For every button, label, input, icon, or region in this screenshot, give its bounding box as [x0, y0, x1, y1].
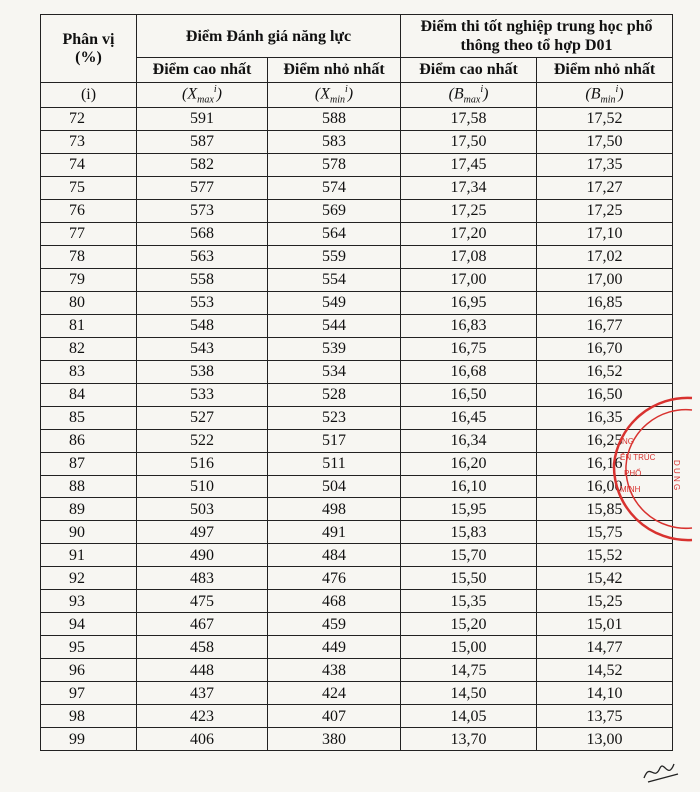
table-row — [41, 613, 673, 636]
cell-bmax: 17,50 — [401, 130, 537, 153]
cell-xmin: 559 — [268, 245, 401, 268]
cell-bmin: 16,70 — [537, 337, 673, 360]
index-label: (i) — [41, 83, 137, 108]
cell-bmax: 15,70 — [401, 544, 537, 567]
cell-xmax: 577 — [137, 176, 268, 199]
cell-xmax: 558 — [137, 268, 268, 291]
cell-xmax: 483 — [137, 567, 268, 590]
cell-xmin: 528 — [268, 383, 401, 406]
cell-bmax: 17,00 — [401, 268, 537, 291]
cell-xmin: 484 — [268, 544, 401, 567]
cell-bmax: 17,08 — [401, 245, 537, 268]
cell-xmax: 587 — [137, 130, 268, 153]
cell-p: 77 — [41, 222, 137, 245]
stamp-line: MINH — [620, 485, 641, 494]
table-row — [41, 498, 673, 521]
cell-xmax: 448 — [137, 659, 268, 682]
cell-xmin: 491 — [268, 521, 401, 544]
cell-xmin: 583 — [268, 130, 401, 153]
cell-p: 81 — [41, 314, 137, 337]
cell-bmin: 17,35 — [537, 153, 673, 176]
cell-p: 76 — [41, 199, 137, 222]
cell-bmin: 16,25 — [537, 429, 673, 452]
cell-bmax: 15,95 — [401, 498, 537, 521]
cell-p: 91 — [41, 544, 137, 567]
cell-xmin: 534 — [268, 360, 401, 383]
cell-p: 95 — [41, 636, 137, 659]
cell-p: 79 — [41, 268, 137, 291]
cell-xmax: 553 — [137, 291, 268, 314]
cell-xmin: 554 — [268, 268, 401, 291]
table-row — [41, 199, 673, 222]
cell-bmin: 16,50 — [537, 383, 673, 406]
cell-xmax: 543 — [137, 337, 268, 360]
x-max-symbol: $(X_{max}^i)$ — [137, 83, 268, 108]
table-row — [41, 245, 673, 268]
cell-bmax: 14,75 — [401, 659, 537, 682]
cell-p: 85 — [41, 406, 137, 429]
cell-bmax: 16,75 — [401, 337, 537, 360]
cell-p: 73 — [41, 130, 137, 153]
cell-bmin: 15,85 — [537, 498, 673, 521]
cell-xmin: 438 — [268, 659, 401, 682]
cell-xmax: 563 — [137, 245, 268, 268]
cell-bmax: 16,45 — [401, 406, 537, 429]
cell-bmax: 17,34 — [401, 176, 537, 199]
table-row — [41, 728, 673, 751]
cell-bmin: 17,52 — [537, 108, 673, 131]
cell-xmax: 527 — [137, 406, 268, 429]
cell-xmax: 503 — [137, 498, 268, 521]
score-conversion-table — [40, 14, 673, 751]
cell-xmin: 549 — [268, 291, 401, 314]
cell-bmax: 14,50 — [401, 682, 537, 705]
cell-xmax: 568 — [137, 222, 268, 245]
cell-xmin: 498 — [268, 498, 401, 521]
cell-bmin: 15,25 — [537, 590, 673, 613]
cell-p: 82 — [41, 337, 137, 360]
table-row — [41, 475, 673, 498]
cell-xmin: 564 — [268, 222, 401, 245]
tn-header: Điểm thi tốt nghiệp trung học phổ thông theo tổ hợp D01 — [401, 15, 673, 58]
table-row — [41, 544, 673, 567]
table-row — [41, 682, 673, 705]
b-max-symbol: $(B_{max}^i)$ — [401, 83, 537, 108]
b-min-symbol: $(B_{min}^i)$ — [537, 83, 673, 108]
cell-bmax: 17,25 — [401, 199, 537, 222]
table-row — [41, 337, 673, 360]
cell-xmin: 569 — [268, 199, 401, 222]
cell-bmin: 17,00 — [537, 268, 673, 291]
cell-bmax: 16,20 — [401, 452, 537, 475]
cell-bmin: 16,85 — [537, 291, 673, 314]
cell-xmin: 468 — [268, 590, 401, 613]
stamp-edge-text: D U N G — [672, 460, 681, 491]
cell-bmin: 16,16 — [537, 452, 673, 475]
cell-xmax: 510 — [137, 475, 268, 498]
cell-p: 80 — [41, 291, 137, 314]
cell-xmin: 523 — [268, 406, 401, 429]
cell-xmin: 449 — [268, 636, 401, 659]
cell-bmin: 15,52 — [537, 544, 673, 567]
cell-bmax: 17,45 — [401, 153, 537, 176]
cell-bmin: 17,27 — [537, 176, 673, 199]
cell-bmin: 17,25 — [537, 199, 673, 222]
cell-xmin: 578 — [268, 153, 401, 176]
cell-xmin: 588 — [268, 108, 401, 131]
cell-xmax: 475 — [137, 590, 268, 613]
cell-bmin: 14,52 — [537, 659, 673, 682]
cell-bmin: 17,10 — [537, 222, 673, 245]
cell-xmax: 516 — [137, 452, 268, 475]
cell-bmax: 16,10 — [401, 475, 537, 498]
table-row — [41, 452, 673, 475]
cell-xmax: 490 — [137, 544, 268, 567]
stamp-line: NG — [622, 437, 634, 446]
table-row — [41, 429, 673, 452]
signature-mark — [640, 752, 682, 786]
cell-bmax: 17,58 — [401, 108, 537, 131]
cell-p: 72 — [41, 108, 137, 131]
tn-min-header: Điểm nhỏ nhất — [537, 58, 673, 83]
table-row — [41, 314, 673, 337]
cell-xmax: 406 — [137, 728, 268, 751]
table-row — [41, 590, 673, 613]
cell-bmax: 15,00 — [401, 636, 537, 659]
cell-xmax: 533 — [137, 383, 268, 406]
cell-xmax: 548 — [137, 314, 268, 337]
dgnl-header: Điểm Đánh giá năng lực — [137, 15, 401, 58]
percentile-header — [41, 15, 137, 83]
table-row — [41, 108, 673, 131]
cell-p: 84 — [41, 383, 137, 406]
cell-p: 98 — [41, 705, 137, 728]
table-row — [41, 291, 673, 314]
cell-p: 87 — [41, 452, 137, 475]
cell-bmax: 15,35 — [401, 590, 537, 613]
table-row — [41, 705, 673, 728]
cell-bmax: 14,05 — [401, 705, 537, 728]
cell-p: 74 — [41, 153, 137, 176]
cell-xmax: 522 — [137, 429, 268, 452]
cell-xmin: 476 — [268, 567, 401, 590]
cell-p: 94 — [41, 613, 137, 636]
cell-p: 88 — [41, 475, 137, 498]
percentile-label: Phân vị — [62, 30, 115, 48]
cell-xmax: 423 — [137, 705, 268, 728]
cell-bmax: 13,70 — [401, 728, 537, 751]
cell-xmax: 467 — [137, 613, 268, 636]
cell-xmin: 539 — [268, 337, 401, 360]
cell-bmax: 16,83 — [401, 314, 537, 337]
stamp-line: PHỐ — [624, 469, 642, 478]
cell-xmin: 459 — [268, 613, 401, 636]
cell-xmax: 591 — [137, 108, 268, 131]
cell-xmax: 582 — [137, 153, 268, 176]
table-row — [41, 176, 673, 199]
cell-xmax: 538 — [137, 360, 268, 383]
table-row — [41, 567, 673, 590]
cell-bmin: 17,50 — [537, 130, 673, 153]
cell-bmin: 16,00 — [537, 475, 673, 498]
cell-p: 96 — [41, 659, 137, 682]
cell-bmin: 13,00 — [537, 728, 673, 751]
cell-xmax: 458 — [137, 636, 268, 659]
cell-bmax: 16,95 — [401, 291, 537, 314]
cell-p: 89 — [41, 498, 137, 521]
cell-p: 90 — [41, 521, 137, 544]
cell-p: 93 — [41, 590, 137, 613]
cell-bmin: 16,52 — [537, 360, 673, 383]
cell-bmin: 13,75 — [537, 705, 673, 728]
cell-p: 92 — [41, 567, 137, 590]
table-header — [41, 15, 673, 108]
cell-xmax: 437 — [137, 682, 268, 705]
cell-xmin: 544 — [268, 314, 401, 337]
cell-p: 97 — [41, 682, 137, 705]
cell-xmax: 573 — [137, 199, 268, 222]
cell-bmax: 15,50 — [401, 567, 537, 590]
table-row — [41, 636, 673, 659]
cell-bmin: 15,01 — [537, 613, 673, 636]
cell-p: 75 — [41, 176, 137, 199]
table-row — [41, 360, 673, 383]
cell-bmax: 17,20 — [401, 222, 537, 245]
table-row — [41, 406, 673, 429]
cell-p: 86 — [41, 429, 137, 452]
x-min-symbol: $(X_{min}^i)$ — [268, 83, 401, 108]
cell-bmax: 16,68 — [401, 360, 537, 383]
cell-xmin: 380 — [268, 728, 401, 751]
dgnl-min-header: Điểm nhỏ nhất — [268, 58, 401, 83]
table-row — [41, 268, 673, 291]
table-row — [41, 383, 673, 406]
cell-bmin: 16,77 — [537, 314, 673, 337]
table-row — [41, 130, 673, 153]
cell-bmax: 15,83 — [401, 521, 537, 544]
cell-bmin: 16,35 — [537, 406, 673, 429]
table-row — [41, 153, 673, 176]
cell-xmin: 424 — [268, 682, 401, 705]
cell-xmin: 574 — [268, 176, 401, 199]
cell-xmin: 517 — [268, 429, 401, 452]
cell-p: 99 — [41, 728, 137, 751]
cell-bmax: 15,20 — [401, 613, 537, 636]
cell-xmin: 511 — [268, 452, 401, 475]
percentile-unit: (%) — [75, 48, 102, 66]
cell-bmin: 17,02 — [537, 245, 673, 268]
dgnl-max-header: Điểm cao nhất — [137, 58, 268, 83]
table-row — [41, 521, 673, 544]
cell-bmax: 16,34 — [401, 429, 537, 452]
cell-xmin: 407 — [268, 705, 401, 728]
table-body — [41, 108, 673, 751]
cell-bmin: 15,75 — [537, 521, 673, 544]
tn-max-header: Điểm cao nhất — [401, 58, 537, 83]
cell-xmin: 504 — [268, 475, 401, 498]
cell-bmin: 15,42 — [537, 567, 673, 590]
cell-p: 78 — [41, 245, 137, 268]
cell-bmax: 16,50 — [401, 383, 537, 406]
table-row — [41, 222, 673, 245]
cell-p: 83 — [41, 360, 137, 383]
cell-bmin: 14,77 — [537, 636, 673, 659]
stamp-line: ẾN TRÚC — [620, 453, 656, 462]
cell-bmin: 14,10 — [537, 682, 673, 705]
cell-xmax: 497 — [137, 521, 268, 544]
table-row — [41, 659, 673, 682]
